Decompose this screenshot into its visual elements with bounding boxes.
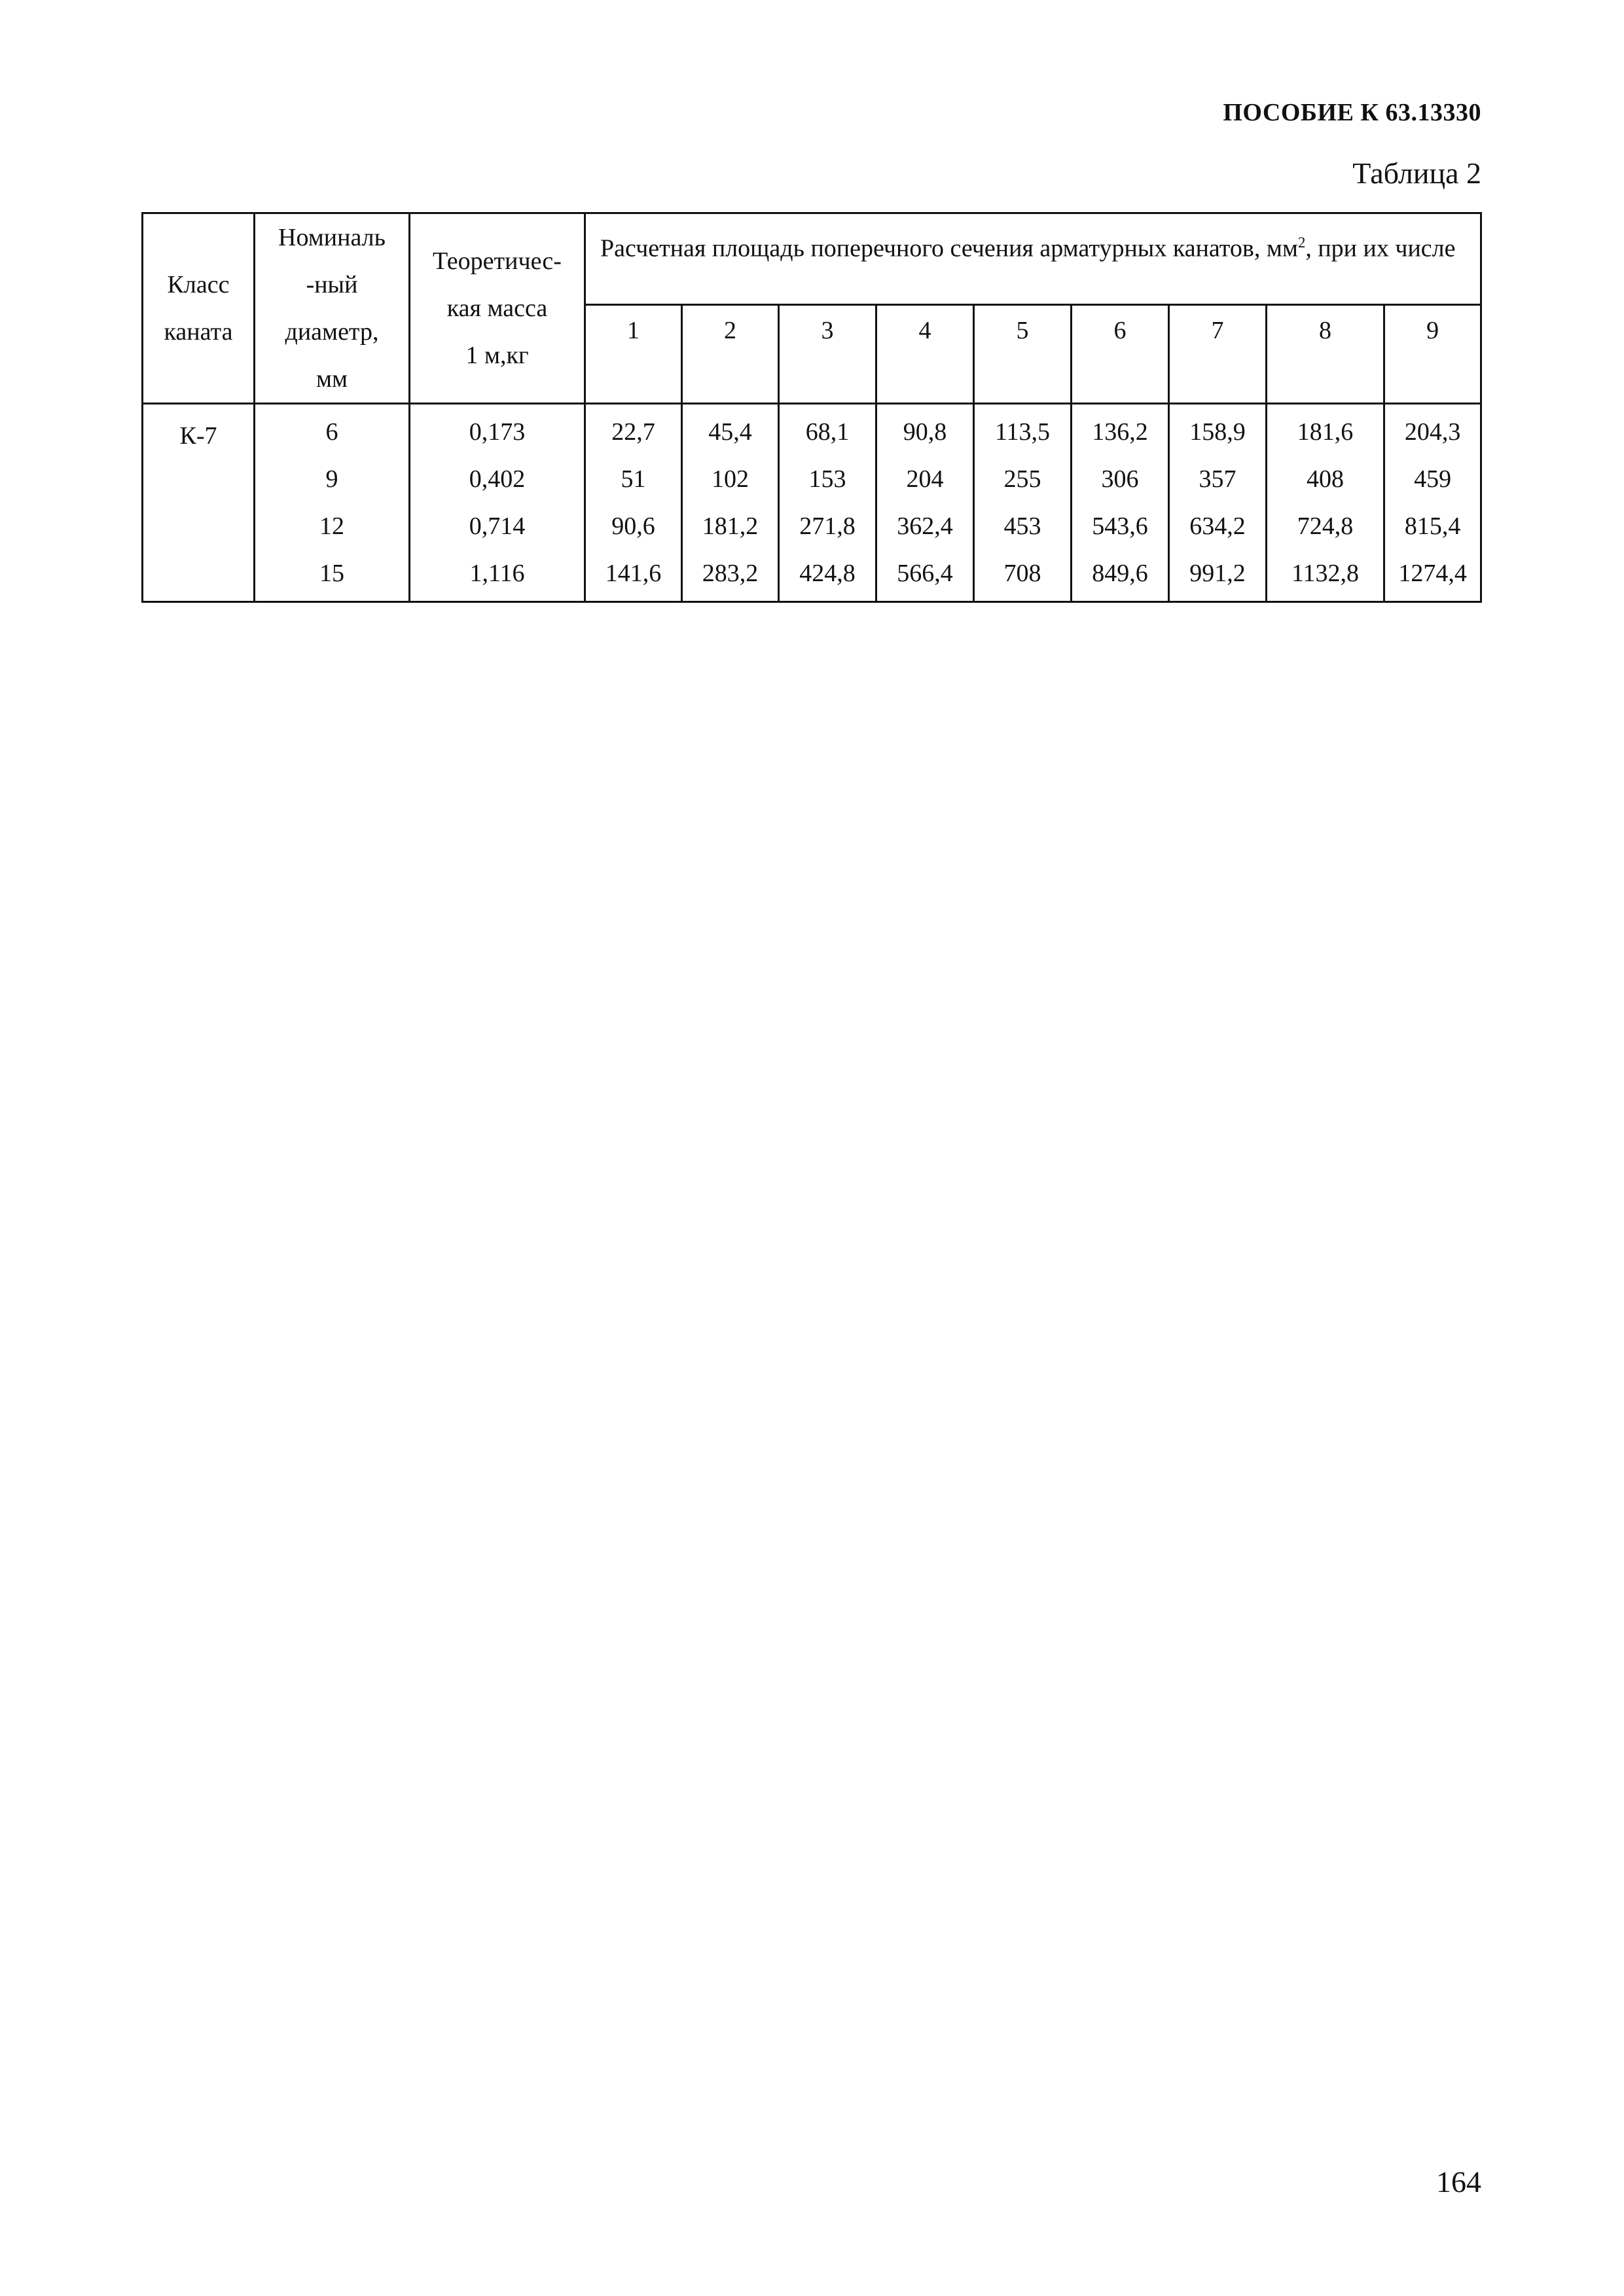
area-cell: 453 <box>974 503 1072 550</box>
diameter-cell: 12 <box>255 503 410 550</box>
header-nominal-diameter <box>255 213 410 404</box>
area-cell: 136,2 <box>1072 404 1169 456</box>
count-header: 1 <box>585 305 682 404</box>
area-cell: 424,8 <box>779 550 876 602</box>
header-area-superscript: 2 <box>1297 234 1306 251</box>
header-theoretical-mass <box>410 213 585 404</box>
rebar-rope-table <box>141 212 1482 603</box>
header-diameter-line: -ный <box>306 271 358 298</box>
area-cell: 543,6 <box>1072 503 1169 550</box>
area-cell: 181,2 <box>682 503 779 550</box>
area-cell: 357 <box>1169 456 1267 503</box>
area-cell: 271,8 <box>779 503 876 550</box>
header-rope-class-line: Класс <box>167 271 230 298</box>
area-cell: 68,1 <box>779 404 876 456</box>
area-cell: 459 <box>1384 456 1481 503</box>
header-mass-line: 1 м,кг <box>465 342 529 369</box>
area-cell: 708 <box>974 550 1072 602</box>
count-header: 5 <box>974 305 1072 404</box>
header-rope-class-line: каната <box>164 318 233 346</box>
page-number: 164 <box>1436 2165 1481 2198</box>
mass-cell: 0,402 <box>410 456 585 503</box>
count-header: 7 <box>1169 305 1267 404</box>
area-cell: 306 <box>1072 456 1169 503</box>
area-cell: 204,3 <box>1384 404 1481 456</box>
area-cell: 90,8 <box>876 404 974 456</box>
area-cell: 181,6 <box>1267 404 1384 456</box>
count-header: 4 <box>876 305 974 404</box>
area-cell: 1132,8 <box>1267 550 1384 602</box>
area-cell: 815,4 <box>1384 503 1481 550</box>
area-cell: 991,2 <box>1169 550 1267 602</box>
table-caption: Таблица 2 <box>1352 156 1481 190</box>
count-header: 6 <box>1072 305 1169 404</box>
area-cell: 566,4 <box>876 550 974 602</box>
area-cell: 362,4 <box>876 503 974 550</box>
header-diameter-line: диаметр, <box>285 318 379 346</box>
count-header: 9 <box>1384 305 1481 404</box>
area-cell: 90,6 <box>585 503 682 550</box>
diameter-cell: 15 <box>255 550 410 602</box>
table-row <box>143 456 1481 503</box>
table-row <box>143 404 1481 456</box>
header-cross-section-area <box>585 213 1481 305</box>
area-cell: 158,9 <box>1169 404 1267 456</box>
table-row <box>143 503 1481 550</box>
header-diameter-line: мм <box>316 365 348 393</box>
mass-cell: 0,714 <box>410 503 585 550</box>
header-area-tail: , при их числе <box>1305 234 1456 262</box>
table-row <box>143 550 1481 602</box>
diameter-cell: 6 <box>255 404 410 456</box>
area-cell: 51 <box>585 456 682 503</box>
area-cell: 255 <box>974 456 1072 503</box>
rope-class-cell <box>143 404 255 602</box>
count-header: 8 <box>1267 305 1384 404</box>
area-cell: 849,6 <box>1072 550 1169 602</box>
rope-class-value: К-7 <box>179 422 217 450</box>
area-cell: 113,5 <box>974 404 1072 456</box>
area-cell: 408 <box>1267 456 1384 503</box>
diameter-cell: 9 <box>255 456 410 503</box>
rebar-rope-table-container <box>141 212 1480 603</box>
area-cell: 102 <box>682 456 779 503</box>
header-diameter-line: Номиналь <box>278 224 386 251</box>
header-mass-line: Теоретичес- <box>433 247 562 275</box>
area-cell: 45,4 <box>682 404 779 456</box>
area-cell: 283,2 <box>682 550 779 602</box>
count-header: 3 <box>779 305 876 404</box>
header-rope-class <box>143 213 255 404</box>
area-cell: 141,6 <box>585 550 682 602</box>
count-header: 2 <box>682 305 779 404</box>
area-cell: 22,7 <box>585 404 682 456</box>
area-cell: 204 <box>876 456 974 503</box>
document-code: ПОСОБИЕ К 63.13330 <box>1223 99 1481 126</box>
table-header-row <box>143 213 1481 305</box>
mass-cell: 0,173 <box>410 404 585 456</box>
area-cell: 634,2 <box>1169 503 1267 550</box>
area-cell: 724,8 <box>1267 503 1384 550</box>
area-cell: 153 <box>779 456 876 503</box>
area-cell: 1274,4 <box>1384 550 1481 602</box>
mass-cell: 1,116 <box>410 550 585 602</box>
header-area-text: Расчетная площадь поперечного сечения арматурных канатов, мм <box>600 234 1298 262</box>
header-mass-line: кая масса <box>446 295 548 322</box>
